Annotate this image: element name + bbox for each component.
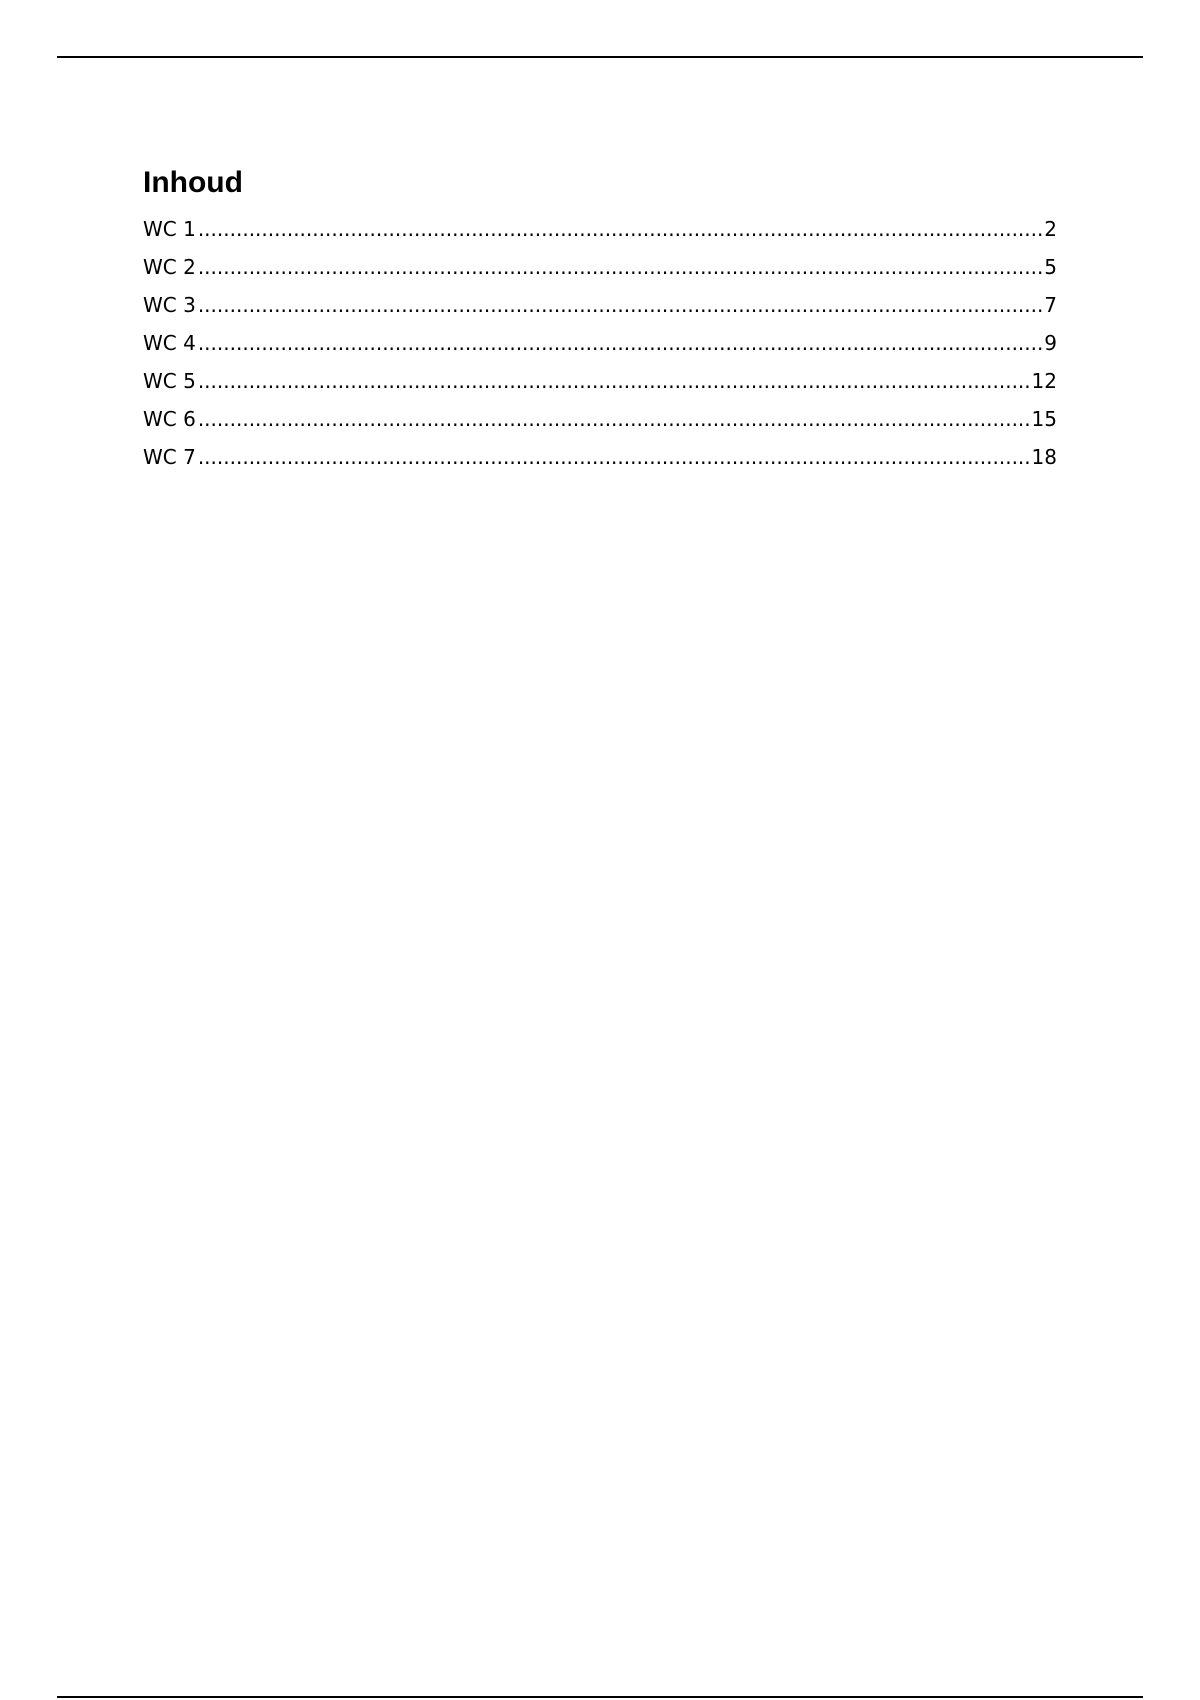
toc-entry-page: 9 (1044, 331, 1057, 355)
toc-entry-label: WC 6 (143, 407, 196, 431)
toc-entry[interactable] (143, 400, 1057, 438)
toc-entry[interactable] (143, 286, 1057, 324)
toc-entry[interactable] (143, 438, 1057, 476)
toc-dot-leader (198, 210, 1042, 248)
table-of-contents (143, 164, 1057, 476)
toc-heading: Inhoud (143, 166, 243, 199)
toc-entry-page: 18 (1031, 445, 1057, 469)
footer-rule (57, 1696, 1143, 1698)
toc-entry-page: 5 (1044, 255, 1057, 279)
toc-entry-page: 12 (1031, 369, 1057, 393)
toc-entry-page: 2 (1044, 217, 1057, 241)
toc-dot-leader (198, 362, 1030, 400)
toc-entry[interactable] (143, 324, 1057, 362)
toc-entry-label: WC 7 (143, 445, 196, 469)
toc-entry[interactable] (143, 362, 1057, 400)
toc-dot-leader (198, 438, 1030, 476)
toc-list (143, 210, 1057, 476)
toc-dot-leader (198, 324, 1042, 362)
header-rule (57, 56, 1143, 58)
toc-entry-page: 7 (1044, 293, 1057, 317)
toc-entry-label: WC 2 (143, 255, 196, 279)
toc-dot-leader (198, 400, 1030, 438)
toc-entry[interactable] (143, 248, 1057, 286)
toc-entry-page: 15 (1031, 407, 1057, 431)
toc-entry-label: WC 1 (143, 217, 196, 241)
toc-entry[interactable] (143, 210, 1057, 248)
toc-dot-leader (198, 286, 1042, 324)
toc-entry-label: WC 4 (143, 331, 196, 355)
toc-entry-label: WC 5 (143, 369, 196, 393)
toc-dot-leader (198, 248, 1042, 286)
toc-entry-label: WC 3 (143, 293, 196, 317)
